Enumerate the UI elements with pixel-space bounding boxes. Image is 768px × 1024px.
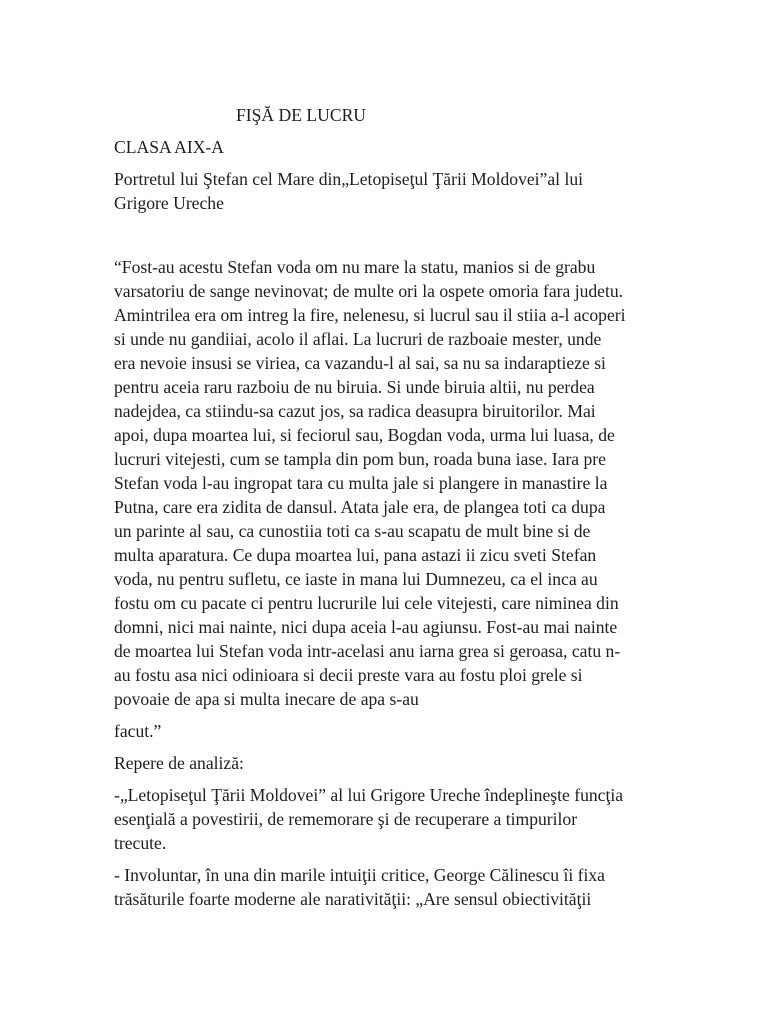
quote-line: de moartea lui Stefan voda intr-acelasi anu iarna grea si geroasa, catu n- bbox=[114, 641, 621, 661]
quote-line: nadejdea, ca stiindu-sa cazut jos, sa radica deasupra biruitorilor. Mai bbox=[114, 401, 596, 421]
analysis-line: -„Letopiseţul Ţării Moldovei” al lui Grigore Ureche îndeplineşte funcţia bbox=[114, 785, 624, 805]
analysis-line: - Involuntar, în una din marile intuiţii critice, George Călinescu îi fixa bbox=[114, 865, 605, 885]
analysis-heading: Repere de analiză: bbox=[114, 753, 244, 773]
quote-line: “Fost-au acestu Stefan voda om nu mare la statu, manios si de grabu bbox=[114, 257, 596, 277]
quote-line: pentru aceia raru razboiu de nu biruia. Si unde biruia altii, nu perdea bbox=[114, 377, 595, 397]
quote-line: multa aparatura. Ce dupa moartea lui, pana astazi ii zicu sveti Stefan bbox=[114, 545, 597, 565]
analysis-line: trecute. bbox=[114, 833, 167, 853]
analysis-line: esenţială a povestirii, de rememorare şi de recuperare a timpurilor bbox=[114, 809, 578, 829]
quote-line: Putna, care era zidita de dansul. Atata jale era, de plangea toti ca dupa bbox=[114, 497, 606, 517]
subject-line: Grigore Ureche bbox=[114, 193, 224, 213]
quote-line: povoaie de apa si multa inecare de apa s-au bbox=[114, 689, 419, 709]
quote-line: Stefan voda l-au ingropat tara cu multa jale si plangere in manastire la bbox=[114, 473, 608, 493]
quote-line: voda, nu pentru sufletu, ce iaste in mana lui Dumnezeu, ca el inca au bbox=[114, 569, 598, 589]
quote-line: fostu om cu pacate ci pentru lucrurile lui cele vitejesti, care niminea din bbox=[114, 593, 619, 613]
analysis-line: trăsăturile foarte moderne ale narativităţii: „Are sensul obiectivităţii bbox=[114, 889, 592, 909]
quote-line: si unde nu gandiiai, acolo il aflai. La lucruri de razboaie mester, unde bbox=[114, 329, 602, 349]
quote-line: un parinte al sau, ca cunostiia toti ca s-au scapatu de mult bine si de bbox=[114, 521, 591, 541]
quote-line: Amintrilea era om intreg la fire, nelenesu, si lucrul sau il stiia a-l acoperi bbox=[114, 305, 626, 325]
quote-line: lucruri vitejesti, cum se tampla din pom bun, roada buna iase. Iara pre bbox=[114, 449, 606, 469]
quote-line: au fostu asa nici odinioara si decii preste vara au fostu ploi grele si bbox=[114, 665, 583, 685]
quote-line: apoi, dupa moartea lui, si feciorul sau, Bogdan voda, urma lui luasa, de bbox=[114, 425, 615, 445]
quote-end: facut.” bbox=[114, 721, 162, 741]
quote-line: era nevoie insusi se viriea, ca vazandu-l al sai, sa nu sa indaraptieze si bbox=[114, 353, 606, 373]
quote-line: domni, nici mai nainte, nici dupa aceia l-au agiunsu. Fost-au mai nainte bbox=[114, 617, 618, 637]
subject-line: Portretul lui Ştefan cel Mare din„Letopiseţul Ţării Moldovei”al lui bbox=[114, 169, 584, 189]
document-title: FIŞĂ DE LUCRU bbox=[236, 105, 367, 125]
class-label: CLASA AIX-A bbox=[114, 137, 224, 157]
quote-line: varsatoriu de sange nevinovat; de multe ori la ospete omoria fara judetu. bbox=[114, 281, 624, 301]
